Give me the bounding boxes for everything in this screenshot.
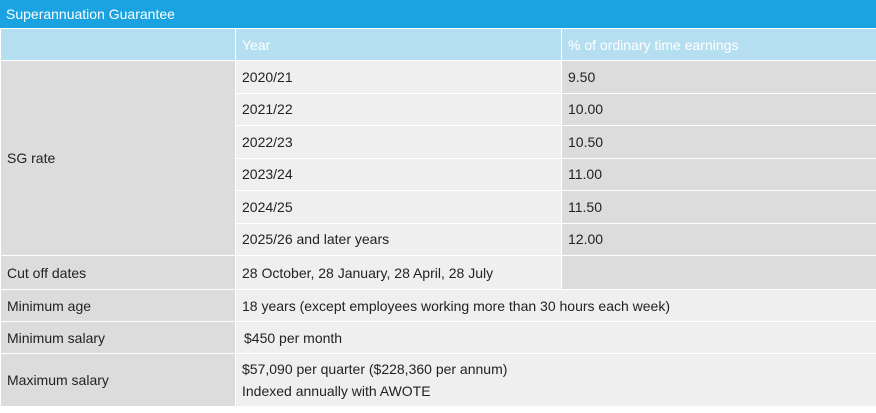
min-salary-value: $450 per month: [236, 322, 876, 354]
year-cell: 2024/25: [236, 191, 562, 224]
header-pct: % of ordinary time earnings: [562, 29, 876, 61]
rate-cell: 11.00: [562, 158, 876, 191]
cut-off-empty-cell: [562, 256, 876, 290]
table-title: Superannuation Guarantee: [0, 0, 876, 28]
rate-cell: 12.00: [562, 223, 876, 256]
rate-cell: 11.50: [562, 191, 876, 224]
header-row: [1, 29, 876, 61]
year-cell: 2020/21: [236, 61, 562, 94]
sg-rate-label: SG rate: [1, 61, 236, 256]
max-salary-line1: $57,090 per quarter ($228,360 per annum): [242, 361, 508, 377]
cut-off-label: Cut off dates: [1, 256, 236, 290]
min-salary-label: Minimum salary: [1, 322, 236, 354]
header-year: Year: [236, 29, 562, 61]
min-age-value: 18 years (except employees working more than 30 hours each week): [236, 290, 876, 322]
rate-cell: 10.50: [562, 126, 876, 159]
year-cell: 2023/24: [236, 158, 562, 191]
table-row: [1, 354, 876, 407]
table-row: [1, 290, 876, 322]
table-row: [1, 322, 876, 354]
year-cell: 2022/23: [236, 126, 562, 159]
min-age-label: Minimum age: [1, 290, 236, 322]
table-row: [1, 61, 876, 94]
max-salary-value: [236, 354, 876, 407]
max-salary-label: Maximum salary: [1, 354, 236, 407]
rate-cell: 10.00: [562, 93, 876, 126]
sg-table: [0, 28, 876, 407]
max-salary-line2: Indexed annually with AWOTE: [242, 383, 431, 399]
year-cell: 2021/22: [236, 93, 562, 126]
table-row: [1, 256, 876, 290]
cut-off-value: 28 October, 28 January, 28 April, 28 July: [236, 256, 562, 290]
rate-cell: 9.50: [562, 61, 876, 94]
header-empty-cell: [1, 29, 236, 61]
year-cell: 2025/26 and later years: [236, 223, 562, 256]
